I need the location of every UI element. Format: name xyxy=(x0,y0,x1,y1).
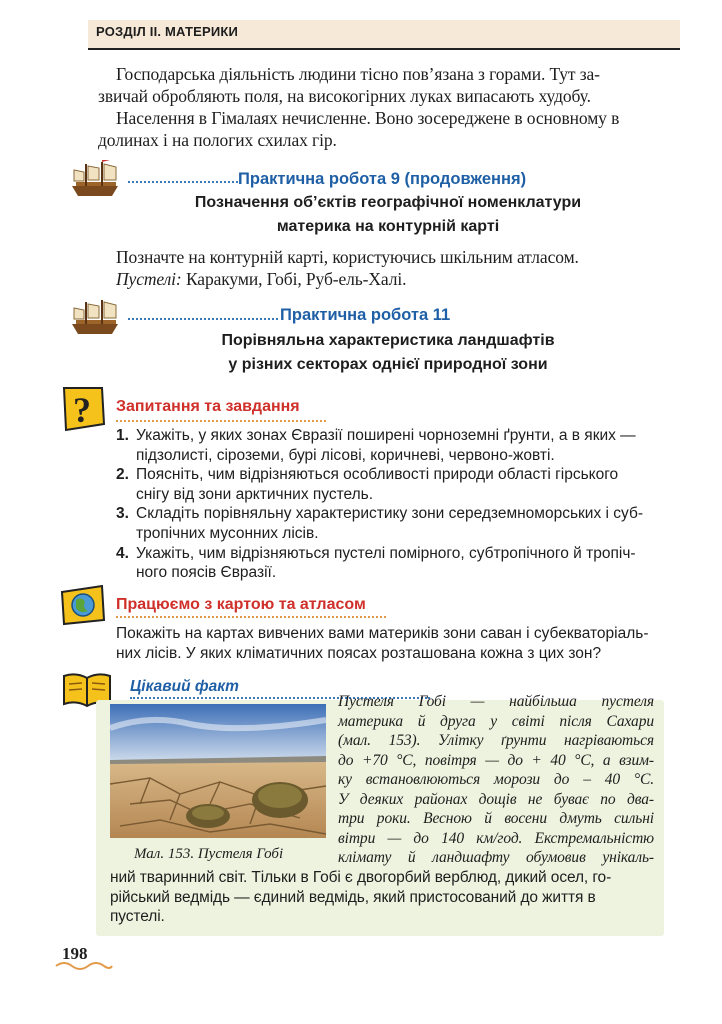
map-work-underline xyxy=(116,616,386,618)
question-text: Укажіть, у яких зонах Євразії поширені чорноземні ґрунти, а в яких — xyxy=(136,427,636,444)
question-icon xyxy=(58,384,108,434)
question-number: 3. xyxy=(116,505,129,523)
intro-p2-line1: Населення в Гімалаях нечисленне. Воно зосереджене в основному в xyxy=(116,108,620,128)
pw9-subtitle-line2: материка на контурній карті xyxy=(276,218,500,235)
fact-line: материка й друга у світі після Сахари xyxy=(338,712,654,730)
intro-p2-line2: долинах і на пологих схилах гір. xyxy=(98,130,337,150)
question-text: Укажіть, чим відрізняються пустелі помірного, субтропічного й тропіч- xyxy=(136,544,636,562)
svg-text:?: ? xyxy=(73,390,91,430)
questions-underline xyxy=(116,420,326,422)
intro-text xyxy=(98,63,678,151)
section-header: РОЗДІЛ ІІ. МАТЕРИКИ xyxy=(96,24,239,39)
pw9-dotted-line xyxy=(128,181,238,183)
question-text: Поясніть, чим відрізняються особливості природи області гірського xyxy=(136,466,619,484)
pw9-body xyxy=(116,246,676,290)
fact-line: ку встановлюються морози до – 40 °С. xyxy=(338,771,654,788)
globe-icon xyxy=(58,584,108,626)
fact-label: Цікавий факт xyxy=(130,678,239,695)
fact-line: рійський ведмідь — єдиний ведмідь, який пристосований до життя в xyxy=(110,888,596,906)
questions-title: Запитання та завдання xyxy=(116,398,300,415)
map-work-line: них лісів. У яких кліматичних поясах розташована кожна з цих зон? xyxy=(116,644,602,662)
question-item xyxy=(116,426,676,465)
fact-line: клімату й ландшафту обумовив унікаль- xyxy=(338,849,654,866)
question-text: Складіть порівняльну характеристику зони середземноморських і суб- xyxy=(136,505,643,523)
question-number: 2. xyxy=(116,466,129,484)
question-number: 1. xyxy=(116,427,129,444)
question-text: ного поясів Євразії. xyxy=(136,564,277,582)
pw11-subtitle-line1: Порівняльна характеристика ландшафтів xyxy=(221,332,555,349)
fact-line: У деяких районах дощів не буває по два- xyxy=(338,790,654,808)
question-number: 4. xyxy=(116,544,129,562)
pw9-subtitle xyxy=(128,191,648,239)
questions-list xyxy=(116,426,676,583)
ship-icon xyxy=(66,298,124,338)
map-work-text xyxy=(116,624,676,663)
fact-line: три роки. Весною й восени дмуть сильні xyxy=(338,810,654,827)
fact-line: (мал. 153). Улітку ґрунти нагріваються xyxy=(338,732,654,749)
pw11-title: Практична робота 11 xyxy=(280,306,451,324)
fact-line: пустелі. xyxy=(110,908,165,925)
gobi-desert-photo xyxy=(110,704,326,838)
fact-text-full xyxy=(110,868,658,927)
pw9-subtitle-line1: Позначення об’єктів географічної номенклатури xyxy=(194,194,582,211)
pw9-instruction: Позначте на контурній карті, користуючись шкільним атласом. xyxy=(116,247,579,267)
intro-p1-line2: звичай обробляють поля, на високогірних луках випасають худобу. xyxy=(98,86,591,106)
pw9-deserts-label: Пустелі: xyxy=(116,269,182,289)
question-item xyxy=(116,544,676,583)
question-item xyxy=(116,465,676,504)
pw9-deserts-list: Каракуми, Гобі, Руб-ель-Халі. xyxy=(185,269,407,289)
map-work-line: Покажіть на картах вивчених вами материків зони саван і субекваторіаль- xyxy=(116,625,649,642)
question-text: тропічних мусонних лісів. xyxy=(136,524,319,542)
fact-line: Пустеля Гобі — найбільша пустеля xyxy=(338,693,654,710)
fact-text-column xyxy=(338,692,654,868)
question-text: снігу від зони арктичних пустель. xyxy=(136,485,374,503)
pw11-dotted-line xyxy=(128,318,278,320)
fact-line: до +70 °С, повітря — до + 40 °С, а взим- xyxy=(338,751,654,769)
page-number: 198 xyxy=(62,944,88,963)
question-text: підзолисті, сіроземи, бурі лісові, коричневі, червоно-жовті. xyxy=(136,446,555,464)
pw9-title: Практична робота 9 (продовження) xyxy=(238,170,527,188)
pw11-subtitle xyxy=(128,329,648,377)
map-work-title: Працюємо з картою та атласом xyxy=(116,596,366,613)
pw11-subtitle-line2: у різних секторах однієї природної зони xyxy=(228,356,548,373)
question-item xyxy=(116,504,676,543)
intro-p1-line1: Господарська діяльність людини тісно пов’язана з горами. Тут за- xyxy=(116,64,600,84)
fact-line: вітри — до 140 км/год. Екстремальністю xyxy=(338,829,654,847)
ship-icon xyxy=(66,160,124,200)
fact-line: ний тваринний світ. Тільки в Гобі є двогорбий верблюд, дикий осел, го- xyxy=(110,869,612,886)
header-rule xyxy=(88,48,680,50)
photo-caption: Мал. 153. Пустеля Гобі xyxy=(134,846,284,862)
